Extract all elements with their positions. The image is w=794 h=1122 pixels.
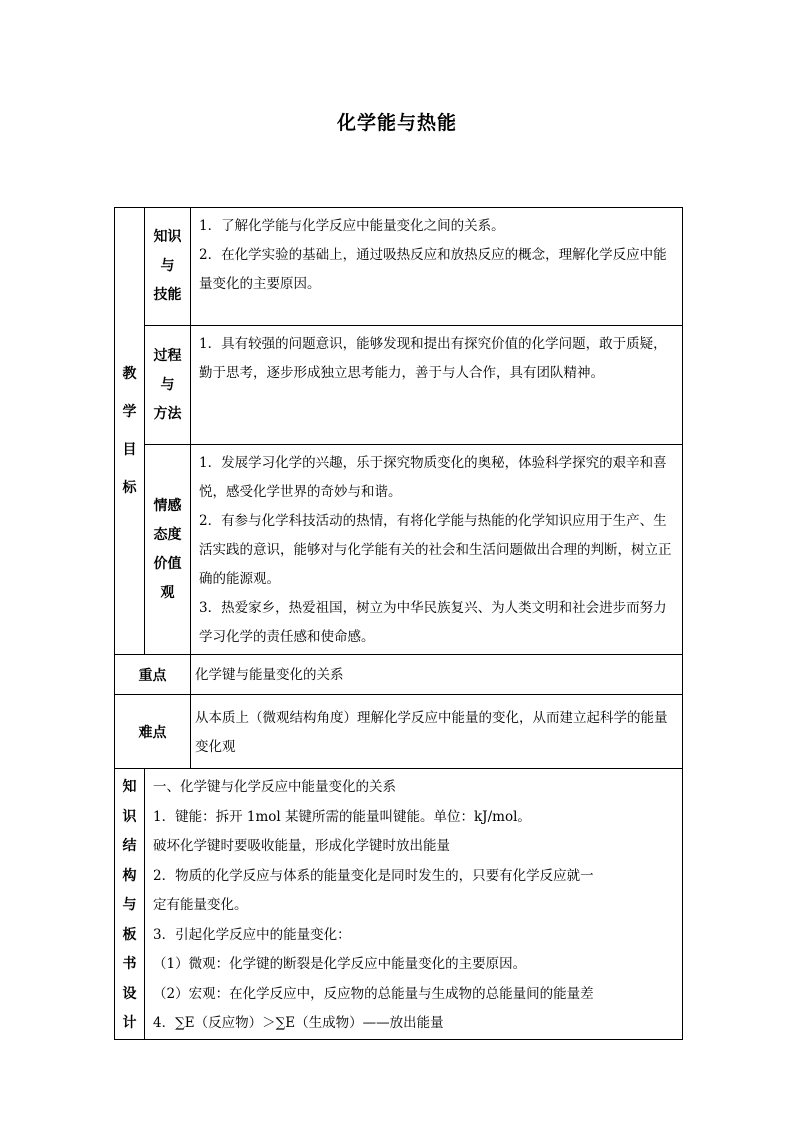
objective-process-row	[115, 326, 683, 445]
difficulty-row	[115, 695, 683, 769]
emotion-attitude-label: 情感 态度 价值 观	[145, 445, 191, 655]
knowledge-skills-label: 知识 与 技能	[145, 208, 191, 326]
difficulty-label: 难点	[115, 695, 191, 769]
emotion-attitude-content: 1．发展学习化学的兴趣，乐于探究物质变化的奥秘，体验科学探究的艰辛和喜悦，感受化学世界的奇妙与和谐。 2．有参与化学科技活动的热情，有将化学能与热能的化学知识应用于生产、生活实践的意识，能够对与化学能有关的社会和生活问题做出合理的判断，树立正确的能源观。 3．热爱家乡，热爱祖国，树立为中华民族复兴、为人类文明和社会进步而努力学习化学的责任感和使命感。	[191, 445, 683, 655]
process-methods-content: 1．具有较强的问题意识，能够发现和提出有探究价值的化学问题，敢于质疑，勤于思考，逐步形成独立思考能力，善于与人合作，具有团队精神。	[191, 326, 683, 445]
process-methods-label: 过程 与 方法	[145, 326, 191, 445]
lesson-plan-table	[114, 207, 683, 1040]
design-header: 知 识 结 构 与 板 书 设 计	[115, 769, 145, 1040]
page-title: 化学能与热能	[336, 112, 457, 134]
key-point-row	[115, 655, 683, 695]
knowledge-skills-content: 1．了解化学能与化学反应中能量变化之间的关系。 2．在化学实验的基础上，通过吸热反应和放热反应的概念，理解化学反应中能量变化的主要原因。	[191, 208, 683, 326]
key-point-label: 重点	[115, 655, 191, 695]
objective-knowledge-row	[115, 208, 683, 326]
key-point-content: 化学键与能量变化的关系	[191, 655, 683, 695]
design-content: 一、化学键与化学反应中能量变化的关系 1．键能：拆开 1mol 某键所需的能量叫键能。单位：kJ/mol。 破坏化学键时要吸收能量，形成化学键时放出能量 2．物质的化学反应与体系的能量变化是同时发生的，只要有化学反应就一 定有能量变化。 3．引起化学反应中的能量变化： （1）微观：化学键的断裂是化学反应中能量变化的主要原因。 （2）宏观：在化学反应中，反应物的总能量与生成物的总能量间的能量差 4．∑E（反应物）＞∑E（生成物）——放出能量	[145, 769, 683, 1040]
objective-emotion-row	[115, 445, 683, 655]
difficulty-content: 从本质上（微观结构角度）理解化学反应中能量的变化，从而建立起科学的能量变化观	[191, 695, 683, 769]
objectives-header: 教 学 目 标	[115, 208, 145, 655]
design-row	[115, 769, 683, 1040]
